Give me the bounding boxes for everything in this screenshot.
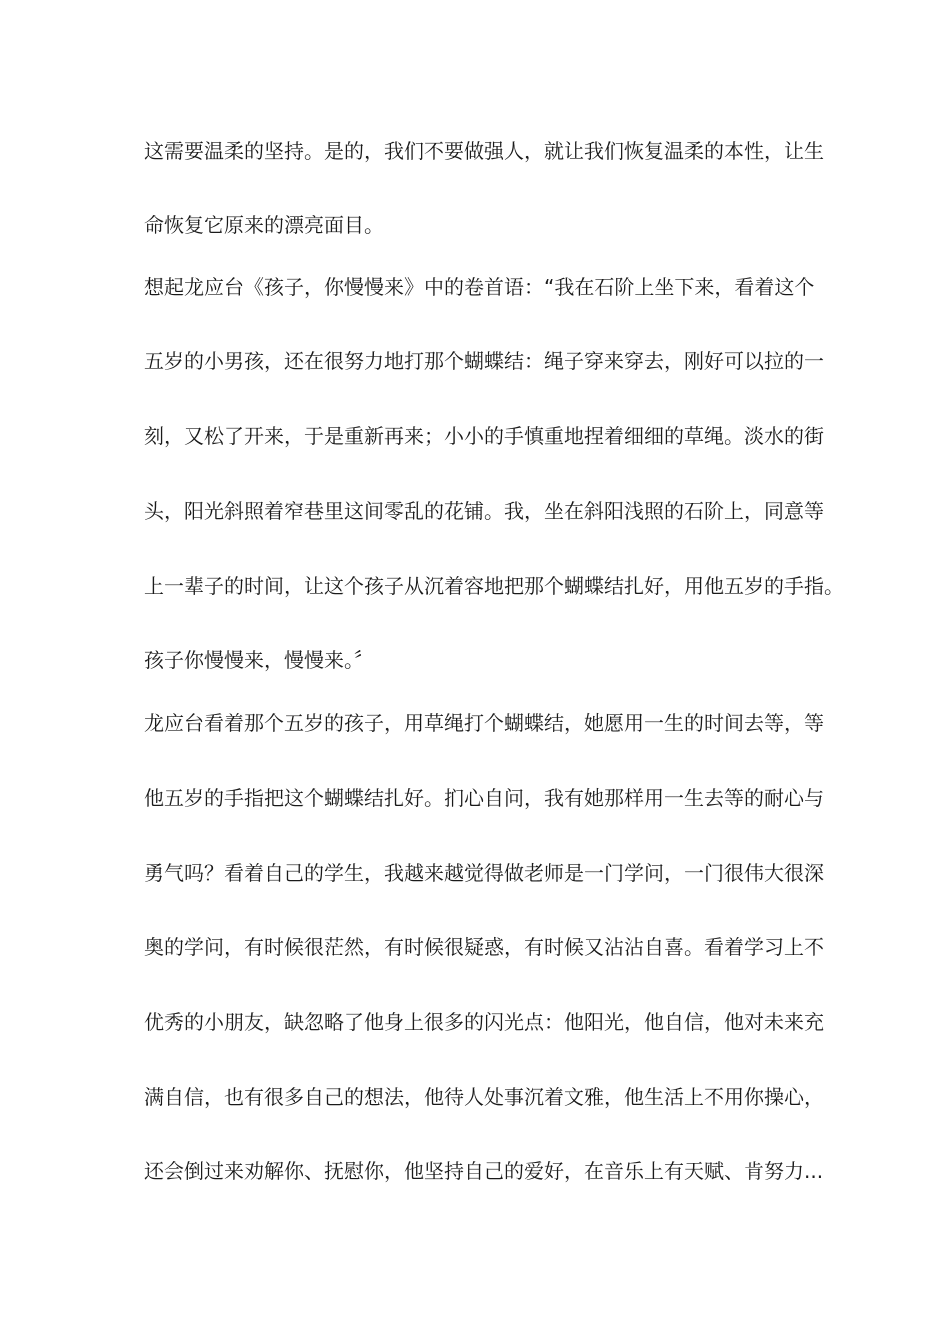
text-line: 孩子你慢慢来，慢慢来。〞	[144, 648, 374, 672]
text-line: 勇气吗？看着自己的学生，我越来越觉得做老师是一门学问，一门很伟大很深	[144, 861, 824, 885]
text-line: 这需要温柔的坚持。是的，我们不要做强人，就让我们恢复温柔的本性，让生	[144, 139, 824, 163]
text-line: 五岁的小男孩，还在很努力地打那个蝴蝶结：绳子穿来穿去，刚好可以拉的一	[144, 349, 824, 373]
text-line: 上一辈子的时间，让这个孩子从沉着容地把那个蝴蝶结扎好，用他五岁的手指。	[144, 574, 844, 598]
text-line: 头，阳光斜照着窄巷里这间零乱的花铺。我，坐在斜阳浅照的石阶上，同意等	[144, 499, 824, 523]
text-line: 满自信，也有很多自己的想法，他待人处事沉着文雅，他生活上不用你操心，	[144, 1085, 824, 1109]
text-line: 优秀的小朋友，缺忽略了他身上很多的闪光点：他阳光，他自信，他对未来充	[144, 1010, 824, 1034]
text-line: 他五岁的手指把这个蝴蝶结扎好。扪心自问，我有她那样用一生去等的耐心与	[144, 786, 824, 810]
text-line: 龙应台看着那个五岁的孩子，用草绳打个蝴蝶结，她愿用一生的时间去等，等	[144, 711, 824, 735]
text-line: 想起龙应台《孩子，你慢慢来》中的卷首语：“我在石阶上坐下来，看着这个	[144, 275, 815, 299]
text-line: 奥的学问，有时候很茫然，有时候很疑惑，有时候又沾沾自喜。看着学习上不	[144, 935, 824, 959]
text-line: 还会倒过来劝解你、抚慰你，他坚持自己的爱好，在音乐上有天赋、肯努力...	[144, 1159, 824, 1183]
text-line: 刻，又松了开来，于是重新再来；小小的手慎重地捏着细细的草绳。淡水的街	[144, 424, 824, 448]
text-line: 命恢复它原来的漂亮面目。	[144, 213, 384, 237]
